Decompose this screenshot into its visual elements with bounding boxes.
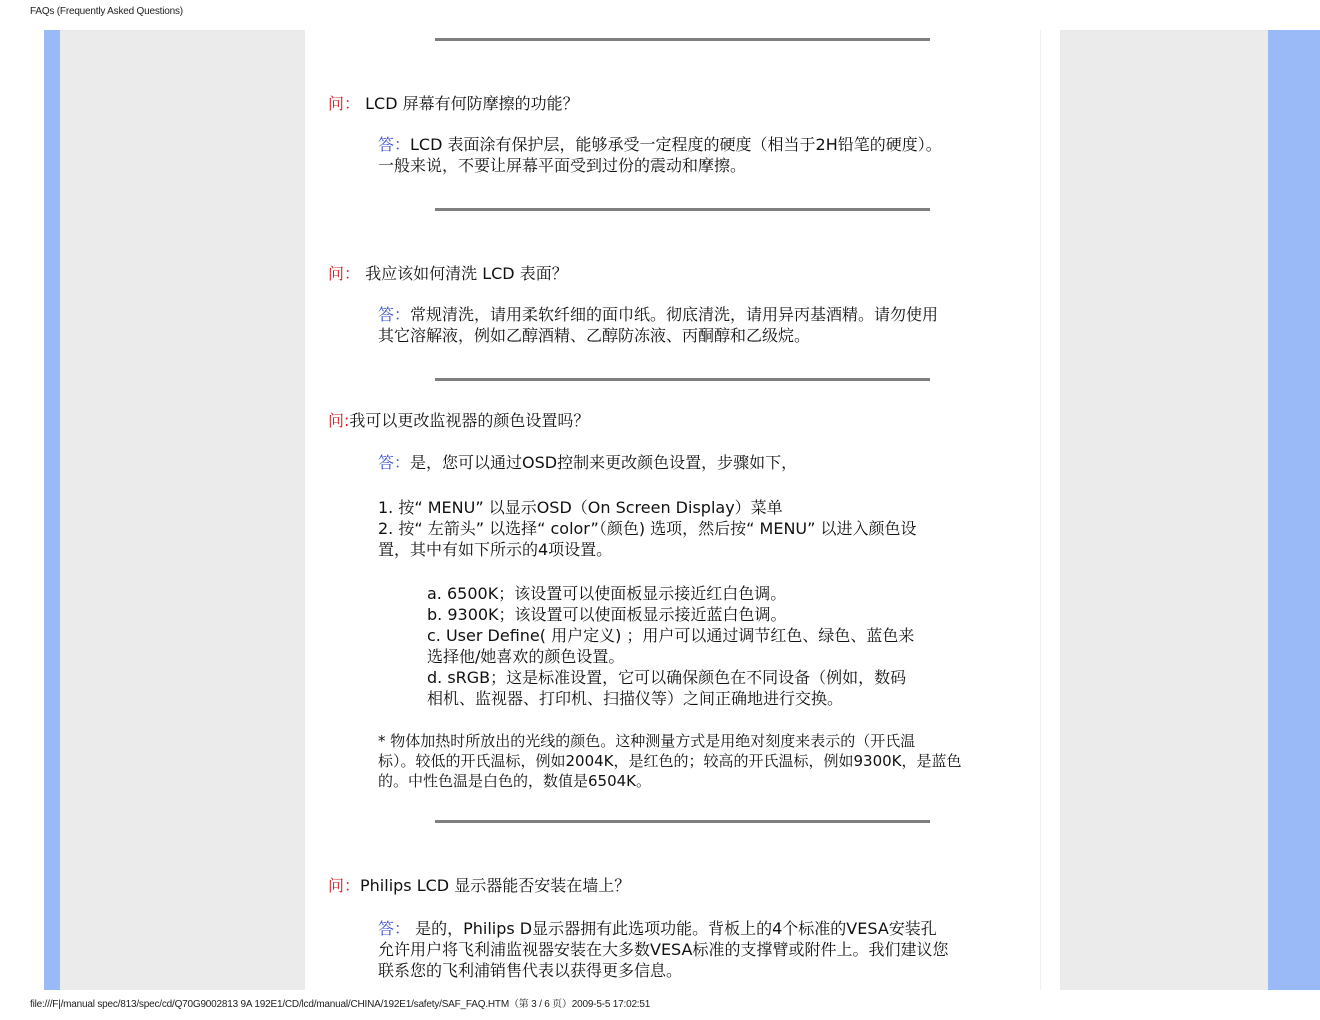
- answer-line: 是的，Philips D显示器拥有此选项功能。背板上的4个标准的VESA安装孔: [410, 919, 937, 938]
- option-line: d. sRGB；这是标准设置，它可以确保颜色在不同设备（例如，数码: [427, 668, 907, 687]
- page-header-title: FAQs (Frequently Asked Questions): [30, 6, 183, 17]
- faq3-color-temperature-note: [378, 731, 990, 791]
- question-mark-label: 问：: [328, 94, 361, 113]
- faq4-answer: [378, 918, 990, 981]
- answer-mark-label: 答：: [378, 305, 411, 324]
- step-line: 2. 按“ 左箭头” 以选择“ color”（颜色) 选项，然后按“ MENU” 以进入颜色设: [378, 519, 917, 538]
- answer-mark-label: 答：: [378, 135, 411, 154]
- left-blue-band: [44, 30, 60, 990]
- answer-line: LCD 表面涂有保护层，能够承受一定程度的硬度（相当于2H铅笔的硬度）。: [410, 135, 942, 154]
- divider: [435, 378, 930, 381]
- step-line: 置，其中有如下所示的4项设置。: [378, 540, 613, 559]
- divider: [435, 38, 930, 41]
- option-line: c. User Define( 用户定义) ；用户可以通过调节红色、绿色、蓝色来: [427, 626, 915, 645]
- question-text: 我应该如何清洗 LCD 表面？: [365, 264, 568, 283]
- divider: [435, 208, 930, 211]
- question-mark-label: 问：: [328, 876, 361, 895]
- question-text: 我可以更改监视器的颜色设置吗？: [349, 411, 590, 430]
- option-line: b. 9300K；该设置可以使面板显示接近蓝白色调。: [427, 605, 787, 624]
- right-gray-band: [1060, 30, 1268, 990]
- faq3-color-options: [427, 583, 947, 709]
- faq1-question: [328, 91, 579, 114]
- answer-line: 是，您可以通过OSD控制来更改颜色设置，步骤如下，: [410, 453, 798, 472]
- faq3-steps: [378, 497, 990, 560]
- note-line: * 物体加热时所放出的光线的颜色。这种测量方式是用绝对刻度来表示的（开氏温: [378, 732, 916, 750]
- option-line: a. 6500K；该设置可以使面板显示接近红白色调。: [427, 584, 787, 603]
- faq4-question: [328, 873, 630, 896]
- answer-line: 一般来说，不要让屏幕平面受到过份的震动和摩擦。: [378, 156, 747, 175]
- answer-mark-label: 答：: [378, 919, 411, 938]
- faq2-question: [328, 261, 568, 284]
- answer-line: 联系您的飞利浦销售代表以获得更多信息。: [378, 961, 683, 980]
- answer-line: 常规清洗，请用柔软纤细的面巾纸。彻底清洗，请用异丙基酒精。请勿使用: [410, 305, 939, 324]
- note-line: 标）。较低的开氏温标，例如2004K，是红色的；较高的开氏温标，例如9300K，是蓝色: [378, 752, 962, 770]
- answer-mark-label: 答：: [378, 453, 411, 472]
- faq1-answer: [378, 134, 990, 176]
- option-line: 相机、监视器、打印机、扫描仪等）之间正确地进行交换。: [427, 689, 844, 708]
- faq3-answer-intro: [378, 452, 990, 473]
- left-gray-band: [60, 30, 305, 990]
- faq3-question: [328, 408, 589, 431]
- answer-line: 其它溶解液，例如乙醇酒精、乙醇防冻液、丙酮醇和乙级烷。: [378, 326, 811, 345]
- question-mark-label: 问：: [328, 264, 361, 283]
- content-edge: [1040, 30, 1041, 990]
- note-line: 的。中性色温是白色的，数值是6504K。: [378, 772, 652, 790]
- question-mark-label: 问:: [328, 411, 350, 430]
- step-line: 1. 按“ MENU” 以显示OSD（On Screen Display）菜单: [378, 498, 783, 517]
- answer-line: 允许用户将飞利浦监视器安装在大多数VESA标准的支撑臂或附件上。我们建议您: [378, 940, 949, 959]
- right-blue-band: [1268, 30, 1320, 990]
- question-text: LCD 屏幕有何防摩擦的功能？: [365, 94, 579, 113]
- option-line: 选择他/她喜欢的颜色设置。: [427, 647, 625, 666]
- faq2-answer: [378, 304, 990, 346]
- question-text: Philips LCD 显示器能否安装在墙上？: [360, 876, 631, 895]
- divider: [435, 820, 930, 823]
- page-footer-path: file:///F|/manual spec/813/spec/cd/Q70G9002813 9A 192E1/CD/lcd/manual/CHINA/192E1/safety/SAF_FAQ.HTM（第 3 / 6 页）2009-5-5 17:02:51: [30, 999, 651, 1010]
